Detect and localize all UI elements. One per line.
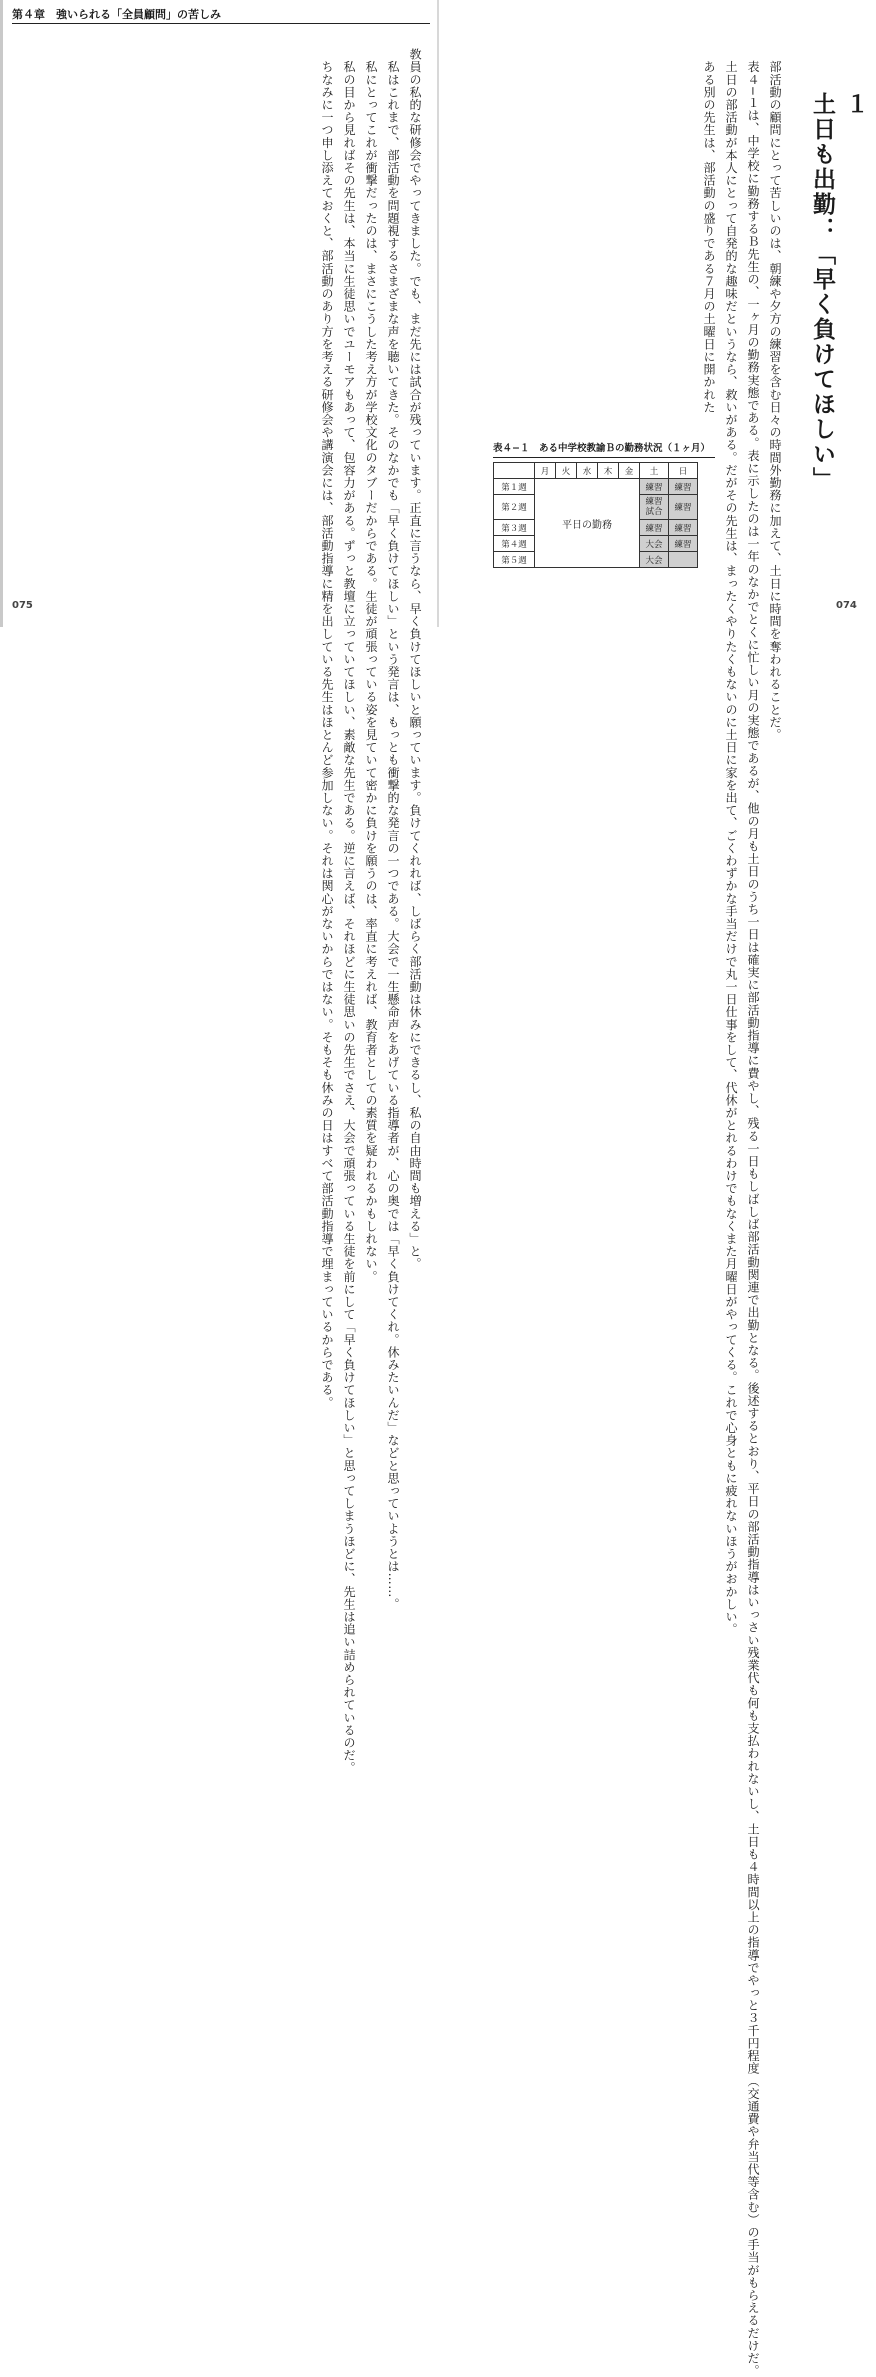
sunday-cell: 練習 bbox=[669, 520, 698, 536]
paragraph: ちなみに一つ申し添えておくと、部活動のあり方を考える研修会や講演会には、部活動指導に精を出している先生はほとんど参加しない。それは関心がないからではない。そもそも休みの日はすべて部活動指導で埋まっているからである。 bbox=[320, 48, 334, 1409]
paragraph: 教員の私的な研修会でやってきました。でも、まだ先には試合が残っています。正直に言うなら、早く負けてほしいと願っています。負けてくれれば、しばらく部活動は休みにできるし、私の自由時間も増える」と。 bbox=[408, 48, 422, 1271]
day-header: 日 bbox=[669, 463, 698, 479]
table-corner-cell bbox=[494, 463, 535, 479]
week-label: 第２週 bbox=[494, 495, 535, 520]
day-header: 土 bbox=[640, 463, 669, 479]
table-row bbox=[494, 479, 698, 495]
day-header: 月 bbox=[535, 463, 556, 479]
paragraph: 部活動の顧問にとって苦しいのは、朝練や夕方の練習を含む日々の時間外勤務に加えて、土日に時間を奪われることだ。 bbox=[768, 48, 782, 741]
page-number-left: 075 bbox=[12, 600, 33, 611]
table-caption: 表４−１ ある中学校教諭Ｂの勤務状況（１ヶ月） bbox=[493, 443, 710, 454]
paragraph: 私の目から見ればその先生は、本当に生徒思いでユーモアもあって、包容力がある。ずっと教壇に立っていてほしい、素敵な先生である。逆に言えば、それほどに生徒思いの先生でさえ、大会で頑張っている生徒を前にして「早く負けてほしい」と思ってしまうほどに、先生は追い詰められているのだ。 bbox=[342, 48, 356, 1775]
paragraph: 私にとってこれが衝撃だったのは、まさにこうした考え方が学校文化のタブーだからである。生徒が頑張っている姿を見ていて密かに負けを願うのは、率直に考えれば、教育者としての素質を疑われるかもしれない。 bbox=[364, 48, 378, 1283]
paragraph: 表４−１は、中学校に勤務するＢ先生の、一ヶ月の勤務実態である。表に示したのは一年のなかでとくに忙しい月の実態であるが、他の月も土日のうち一日は確実に部活動指導に費やし、残る一日もしばしば部活動関連で出勤となる。後述するとおり、平日の部活動指導はいっさい残業代も何も支払われないし、土日も４時間以上の指導でやっと３千円程度（交通費や弁当代等含む）の手当がもらえるだけだ。 bbox=[746, 48, 760, 2377]
sunday-cell: 練習 bbox=[669, 536, 698, 552]
day-header: 木 bbox=[598, 463, 619, 479]
weekday-work-cell: 平日の勤務 bbox=[535, 479, 640, 568]
saturday-cell: 練習 試合 bbox=[640, 495, 669, 520]
left-page-body bbox=[26, 48, 426, 1775]
section-number: １ bbox=[842, 92, 868, 117]
day-header: 水 bbox=[577, 463, 598, 479]
week-label: 第３週 bbox=[494, 520, 535, 536]
header-rule bbox=[12, 23, 430, 24]
saturday-cell: 練習 bbox=[640, 479, 669, 495]
week-label: 第５週 bbox=[494, 552, 535, 568]
day-header: 金 bbox=[619, 463, 640, 479]
page-edge bbox=[0, 0, 3, 627]
book-gutter bbox=[437, 0, 439, 627]
week-label: 第１週 bbox=[494, 479, 535, 495]
section-title: 土日も出勤：「早く負けてほしい」 bbox=[809, 92, 835, 492]
sunday-cell: 練習 bbox=[669, 479, 698, 495]
section-heading bbox=[806, 92, 872, 492]
paragraph: 土日の部活動が本人にとって自発的な趣味だというなら、救いがある。だがその先生は、まったくやりたくもないのに土日に家を出て、ごくわずかな手当だけで丸一日仕事をして、代休がとれるわけでもなくまた月曜日がやってくる。これで心身ともに疲れないほうがおかしい。 bbox=[724, 48, 738, 1636]
saturday-cell: 練習 bbox=[640, 520, 669, 536]
day-header: 火 bbox=[556, 463, 577, 479]
page-number-right: 074 bbox=[836, 600, 857, 611]
table-header-row bbox=[494, 463, 698, 479]
caption-rule bbox=[493, 457, 715, 458]
paragraph: 私はこれまで、部活動を問題視するさまざまな声を聴いてきた。そのなかでも「早く負けてほしい」という発言は、もっとも衝撃的な発言の一つである。大会で一生懸命声をあげている指導者が、心の奥では「早く負けてくれ。休みたいんだ」などと思っていようとは……。 bbox=[386, 48, 400, 1611]
saturday-cell: 大会 bbox=[640, 552, 669, 568]
week-label: 第４週 bbox=[494, 536, 535, 552]
chapter-header: 第４章 強いられる「全員顧問」の苦しみ bbox=[12, 8, 221, 21]
work-schedule-table bbox=[493, 440, 715, 568]
sunday-cell bbox=[669, 552, 698, 568]
saturday-cell: 大会 bbox=[640, 536, 669, 552]
schedule-grid bbox=[493, 462, 698, 568]
paragraph: ある別の先生は、部活動の盛りである７月の土曜日に開かれた bbox=[702, 48, 716, 414]
sunday-cell: 練習 bbox=[669, 495, 698, 520]
